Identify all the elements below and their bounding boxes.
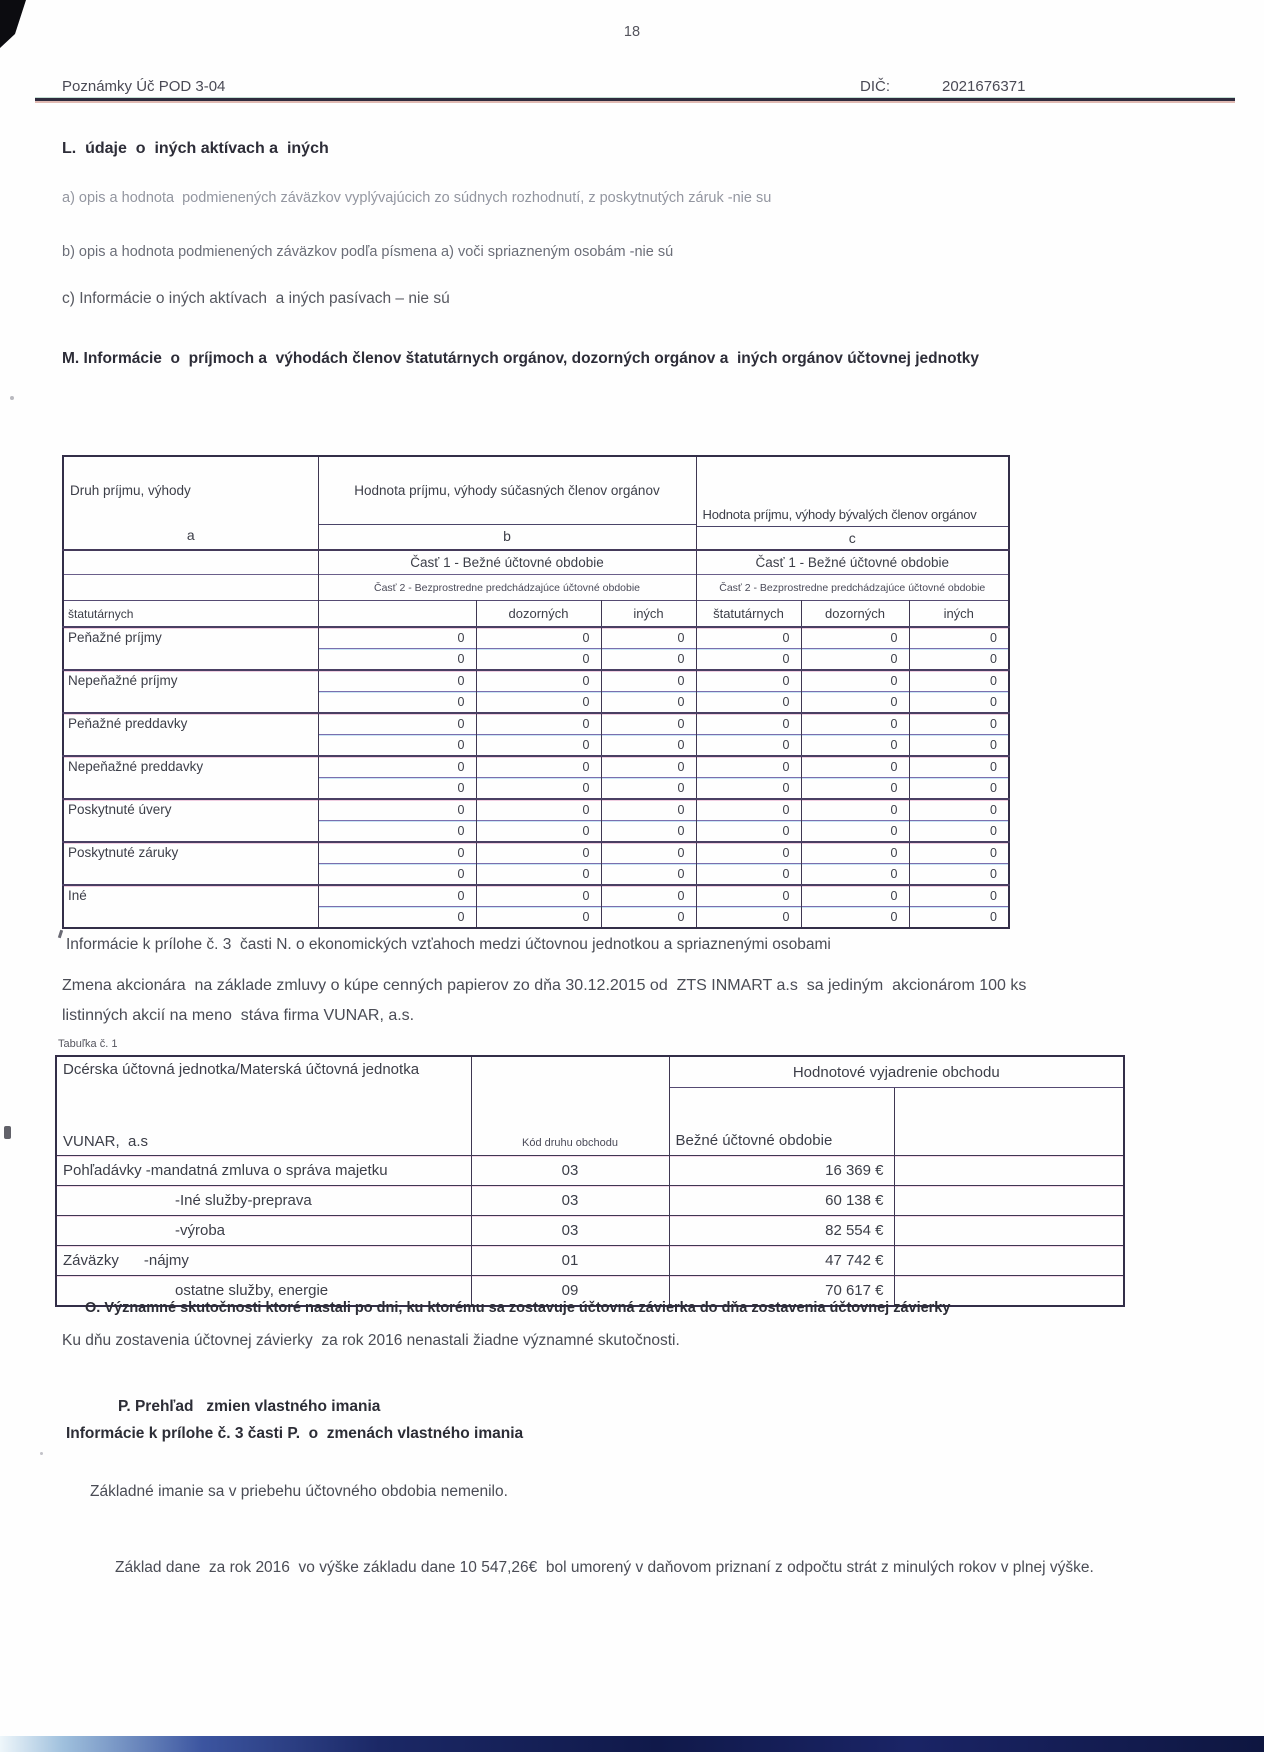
section-o-body: Ku dňu zostavenia účtovnej závierky za rok 2016 nenastali žiadne významné skutočnosti. [62,1332,680,1349]
section-n-intro: Informácie k prílohe č. 3 časti N. o ekonomických vzťahoch medzi účtovnou jednotkou a spriaznenými osobami [66,936,831,953]
section-m-heading: M. Informácie o príjmoch a výhodách členov štatutárnych orgánov, dozorných orgánov a iných orgánov účtovnej jednotky [62,350,979,367]
n-table-body [56,1156,1124,1307]
m-value-cell: 0 [476,627,601,649]
part1-row [63,550,1009,575]
m-value-cell: 0 [601,778,696,800]
n-row-value: 70 617 € [669,1276,894,1307]
m-value-cell: 0 [801,864,909,886]
table-row [63,885,1009,907]
m-value-cell: 0 [909,670,1009,692]
table-row [63,670,1009,692]
m-value-cell: 0 [601,842,696,864]
code-column-header: Kód druhu obchodu [471,1056,669,1156]
n-row-label: -výroba [56,1216,471,1246]
scan-bottom-bar-artifact [0,1736,1264,1752]
m-value-cell: 0 [801,627,909,649]
m-value-cell: 0 [909,778,1009,800]
m-value-cell: 0 [476,735,601,757]
m-value-cell: 0 [601,670,696,692]
m-value-cell: 0 [696,735,801,757]
table-row [56,1246,1124,1276]
n-row-value: 82 554 € [669,1216,894,1246]
m-value-cell: 0 [909,864,1009,886]
m-value-cell: 0 [909,735,1009,757]
empty-cell [894,1216,1124,1246]
m-value-cell: 0 [318,627,476,649]
col-c-letter: c [697,526,1009,549]
m-value-cell: 0 [318,713,476,735]
m-value-cell: 0 [476,864,601,886]
m-value-cell: 0 [696,627,801,649]
table-row [56,1156,1124,1186]
section-l-heading: L. údaje o iných aktívach a iných [62,140,329,157]
shareholder-change-note: Zmena akcionára na základe zmluvy o kúpe cenných papierov zo dňa 30.12.2015 od ZTS INMART a.s sa jediným akcionárom 100 ks listinných akcií na meno stáva firma VUNAR, a.s. [62,977,1031,1024]
empty-cell [63,550,318,575]
n-row-label: Pohľadávky -mandatná zmluva o správa majetku [56,1156,471,1186]
m-value-cell: 0 [601,756,696,778]
m-value-cell: 0 [318,649,476,671]
m-row-label: Poskytnuté záruky [63,842,318,885]
subheader-statutarnych: štatutárnych [63,601,318,628]
m-table-body [63,627,1009,928]
value-group-header: Hodnotové vyjadrenie obchodu [669,1056,1124,1088]
m-value-cell: 0 [909,907,1009,929]
m-row-label: Nepeňažné príjmy [63,670,318,713]
m-value-cell: 0 [318,864,476,886]
m-value-cell: 0 [909,756,1009,778]
subheader-cell: iných [601,601,696,628]
m-value-cell: 0 [909,821,1009,843]
m-value-cell: 0 [696,778,801,800]
part1-label-c: Časť 1 - Bežné účtovné obdobie [696,550,1009,575]
subheader-row [63,601,1009,628]
m-value-cell: 0 [476,713,601,735]
m-value-cell: 0 [318,907,476,929]
table-row [56,1216,1124,1246]
m-value-cell: 0 [318,692,476,714]
m-value-cell: 0 [476,907,601,929]
m-value-cell: 0 [801,713,909,735]
m-value-cell: 0 [801,778,909,800]
m-value-cell: 0 [696,692,801,714]
table-row [63,756,1009,778]
col-b-letter: b [319,524,696,547]
col-a-title: Druh príjmu, výhody [70,483,191,498]
n-row-value: 16 369 € [669,1156,894,1186]
n-row-code: 09 [471,1276,669,1307]
tax-base-note: Základ dane za rok 2016 vo výške základu dane 10 547,26€ bol umorený v daňovom priznaní z odpočtu strát z minulých rokov v plnej výške. [115,1559,1094,1576]
m-value-cell: 0 [476,649,601,671]
col-a-letter: a [186,527,195,543]
table-caption: Tabuľka č. 1 [58,1038,118,1050]
m-value-cell: 0 [318,799,476,821]
n-row-code: 03 [471,1216,669,1246]
m-value-cell: 0 [801,756,909,778]
m-value-cell: 0 [601,907,696,929]
m-value-cell: 0 [696,864,801,886]
n-row-code: 03 [471,1156,669,1186]
subheader-cell: iných [909,601,1009,628]
m-value-cell: 0 [909,885,1009,907]
m-value-cell: 0 [801,907,909,929]
scan-speck [10,396,14,400]
m-value-cell: 0 [601,864,696,886]
m-value-cell: 0 [696,649,801,671]
m-value-cell: 0 [909,692,1009,714]
part2-label-c: Časť 2 - Bezprostredne predchádzajúce účtovné obdobie [696,575,1009,601]
part2-row [63,575,1009,601]
empty-cell [63,575,318,601]
m-value-cell: 0 [476,778,601,800]
m-value-cell: 0 [318,670,476,692]
m-value-cell: 0 [801,692,909,714]
n-row-value: 60 138 € [669,1186,894,1216]
table-row [63,842,1009,864]
m-value-cell: 0 [801,799,909,821]
col-b-title: Hodnota príjmu, výhody súčasných členov orgánov [354,483,660,498]
n-row-code: 01 [471,1246,669,1276]
m-value-cell: 0 [601,713,696,735]
dic-label: DIČ: [860,78,890,95]
n-row-label: -Iné služby-preprava [56,1186,471,1216]
m-value-cell: 0 [909,713,1009,735]
m-value-cell: 0 [696,799,801,821]
m-row-label: Nepeňažné preddavky [63,756,318,799]
form-code: Poznámky Úč POD 3-04 [62,78,226,95]
n-row-label: Záväzky -nájmy [56,1246,471,1276]
m-value-cell: 0 [476,842,601,864]
n-row-value: 47 742 € [669,1246,894,1276]
table-row [56,1186,1124,1216]
m-value-cell: 0 [476,821,601,843]
m-value-cell: 0 [696,713,801,735]
m-value-cell: 0 [696,885,801,907]
col-c-title: Hodnota príjmu, výhody bývalých členov orgánov [702,507,977,522]
m-value-cell: 0 [601,735,696,757]
section-l-item-a: a) opis a hodnota podmienených záväzkov vyplývajúcich zo súdnych rozhodnutí, z poskytnutých záruk -nie su [62,190,772,206]
m-value-cell: 0 [801,670,909,692]
m-row-label: Poskytnuté úvery [63,799,318,842]
m-value-cell: 0 [909,649,1009,671]
m-value-cell: 0 [909,627,1009,649]
section-o-heading: O. Významné skutočnosti ktoré nastali po dni, ku ktorému sa zostavuje účtovná závierka do dňa zostavenia účtovnej závierky [85,1300,951,1316]
m-value-cell: 0 [696,756,801,778]
dic-value: 2021676371 [942,78,1026,95]
m-value-cell: 0 [476,670,601,692]
m-row-label: Iné [63,885,318,928]
table-header-row [56,1056,1124,1088]
m-value-cell: 0 [601,885,696,907]
table-row [63,799,1009,821]
scan-speck [4,1126,11,1139]
subheader-cell [318,601,476,628]
income-benefits-table [62,455,1010,929]
entity-name: VUNAR, a.s [63,1133,149,1150]
entity-header-label: Dcérska účtovná jednotka/Materská účtovná jednotka [63,1061,420,1078]
m-value-cell: 0 [318,885,476,907]
table-row [63,627,1009,649]
part2-label-b: Časť 2 - Bezprostredne predchádzajúce účtovné obdobie [318,575,696,601]
m-value-cell: 0 [801,885,909,907]
section-l-item-c: c) Informácie o iných aktívach a iných pasívach – nie sú [62,290,450,307]
m-value-cell: 0 [601,692,696,714]
m-row-label: Peňažné preddavky [63,713,318,756]
m-value-cell: 0 [601,821,696,843]
section-p-heading: P. Prehľad zmien vlastného imania [118,1398,381,1415]
m-value-cell: 0 [909,842,1009,864]
m-value-cell: 0 [318,778,476,800]
m-value-cell: 0 [601,649,696,671]
subheader-cell: dozorných [476,601,601,628]
related-party-table [55,1055,1125,1307]
section-l-item-b: b) opis a hodnota podmienených záväzkov podľa písmena a) voči spriazneným osobám -nie sú [62,244,674,260]
m-value-cell: 0 [801,735,909,757]
empty-cell [894,1186,1124,1216]
m-value-cell: 0 [801,649,909,671]
m-value-cell: 0 [801,842,909,864]
empty-cell [894,1156,1124,1186]
page-number: 18 [623,24,641,40]
m-value-cell: 0 [476,799,601,821]
m-value-cell: 0 [601,799,696,821]
col-b-header-cell [318,456,696,550]
m-value-cell: 0 [476,756,601,778]
part1-label-b: Časť 1 - Bežné účtovné obdobie [318,550,696,575]
m-value-cell: 0 [696,907,801,929]
m-value-cell: 0 [318,821,476,843]
subheader-cell: štatutárnych [696,601,801,628]
col-a-header-cell [63,456,318,550]
m-row-label: Peňažné príjmy [63,627,318,670]
m-value-cell: 0 [318,756,476,778]
m-value-cell: 0 [318,842,476,864]
empty-cell [894,1246,1124,1276]
m-value-cell: 0 [476,885,601,907]
subheader-cell: dozorných [801,601,909,628]
section-p-subheading: Informácie k prílohe č. 3 časti P. o zmenách vlastného imania [66,1425,524,1442]
m-value-cell: 0 [476,692,601,714]
m-value-cell: 0 [696,842,801,864]
scan-speck [40,1452,43,1455]
m-value-cell: 0 [601,627,696,649]
header-rule [35,98,1235,101]
m-value-cell: 0 [318,735,476,757]
m-value-cell: 0 [696,821,801,843]
m-value-cell: 0 [801,821,909,843]
entity-header-cell [56,1056,471,1156]
scan-tick-artifact [58,930,63,939]
period-column-header: Bežné účtovné obdobie [669,1088,894,1156]
n-row-code: 03 [471,1186,669,1216]
empty-cell [894,1088,1124,1156]
col-c-header-cell [696,456,1009,550]
table-header-row [63,456,1009,550]
m-value-cell: 0 [696,670,801,692]
section-p-body: Základné imanie sa v priebehu účtovného obdobia nemenilo. [90,1483,508,1500]
m-value-cell: 0 [909,799,1009,821]
n-row-label: ostatne služby, energie [56,1276,471,1307]
table-row [63,713,1009,735]
